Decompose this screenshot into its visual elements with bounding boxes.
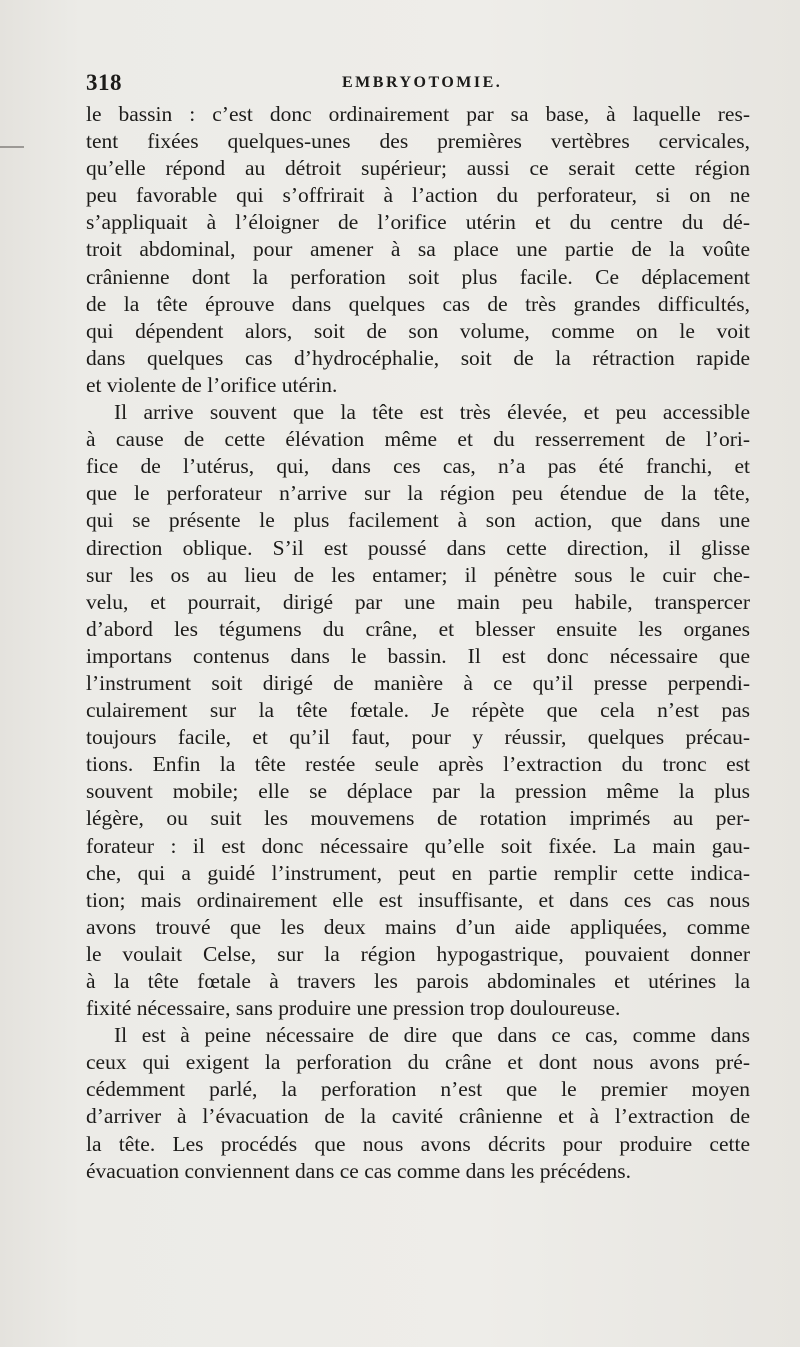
page-number: 318 [86,70,122,95]
text-line: dans quelques cas d’hydrocéphalie, soit de la rétraction rapide [86,345,750,370]
text-line: culairement sur la tête fœtale. Je répète que cela n’est pas [86,698,750,723]
text-line: forateur : il est donc nécessaire qu’elle soit fixée. La main gau- [86,833,750,858]
text-line: crânienne dont la perforation soit plus facile. Ce déplacement [86,264,750,289]
text-line: le bassin : c’est donc ordinairement par sa base, à laquelle res- [86,102,750,126]
text-line: ceux qui exigent la perforation du crâne et dont nous avons pré- [86,1050,750,1075]
text-line: toujours facile, et qu’il faut, pour y réussir, quelques précau- [86,725,750,750]
text-line: de la tête éprouve dans quelques cas de très grandes difficultés, [86,291,750,316]
text-line: que le perforateur n’arrive sur la région peu étendue de la tête, [86,481,750,506]
body-text [86,101,750,1185]
text-line: sur les os au lieu de les entamer; il pénètre sous le cuir che- [86,562,750,587]
text-line: et violente de l’orifice utérin. [86,372,338,397]
text-line: troit abdominal, pour amener à sa place une partie de la voûte [86,237,750,262]
text-line: qu’elle répond au détroit supérieur; aussi ce serait cette région [86,156,750,181]
text-line: s’appliquait à l’éloigner de l’orifice utérin et du centre du dé- [86,210,750,235]
text-line: avons trouvé que les deux mains d’un aide appliquées, comme [86,914,750,939]
text-line: direction oblique. S’il est poussé dans cette direction, il glisse [86,535,750,560]
text-line: d’abord les tégumens du crâne, et blesser ensuite les organes [86,616,750,641]
text-line: à la tête fœtale à travers les parois abdominales et utérines la [86,969,750,993]
text-line: qui dépendent alors, soit de son volume, comme on le voit [86,318,750,343]
text-line: fice de l’utérus, qui, dans ces cas, n’a pas été franchi, et [86,454,750,479]
text-line: tent fixées quelques-unes des premières vertèbres cervicales, [86,129,750,154]
text-line: peu favorable qui s’offrirait à l’action du perforateur, si on ne [86,183,750,208]
text-line: évacuation conviennent dans ce cas comme dans les précédens. [86,1158,632,1183]
text-line: Il est à peine nécessaire de dire que dans ce cas, comme dans [114,1023,750,1048]
text-line: qui se présente le plus facilement à son action, que dans une [86,508,750,533]
text-line: à cause de cette élévation même et du resserrement de l’ori- [86,427,750,452]
text-line: cédemment parlé, la perforation n’est que le premier moyen [86,1077,750,1102]
text-line: d’arriver à l’évacuation de la cavité crânienne et à l’extraction de [86,1104,750,1129]
text-line: fixité nécessaire, sans produire une pression trop douloureuse. [86,996,621,1021]
text-line: souvent mobile; elle se déplace par la pression même la plus [86,779,750,804]
text-line: Il arrive souvent que la tête est très élevée, et peu accessible [114,400,750,425]
text-line: la tête. Les procédés que nous avons décrits pour produire cette [86,1131,750,1156]
running-title: EMBRYOTOMIE. [342,74,503,91]
text-line: tion; mais ordinairement elle est insuffisante, et dans ces cas nous [86,887,750,912]
text-line: le voulait Celse, sur la région hypogastrique, pouvaient donner [86,941,750,966]
text-line: velu, et pourrait, dirigé par une main peu habile, transpercer [86,589,750,614]
text-line: che, qui a guidé l’instrument, peut en partie remplir cette indica- [86,860,750,885]
text-line: importans contenus dans le bassin. Il est donc nécessaire que [86,643,750,668]
text-line: l’instrument soit dirigé de manière à ce qu’il presse perpendi- [86,670,750,695]
margin-mark [0,146,24,148]
text-line: légère, ou suit les mouvemens de rotation imprimés au per- [86,806,750,831]
page-header [86,70,746,104]
text-line: tions. Enfin la tête restée seule après l’extraction du tronc est [86,752,750,777]
